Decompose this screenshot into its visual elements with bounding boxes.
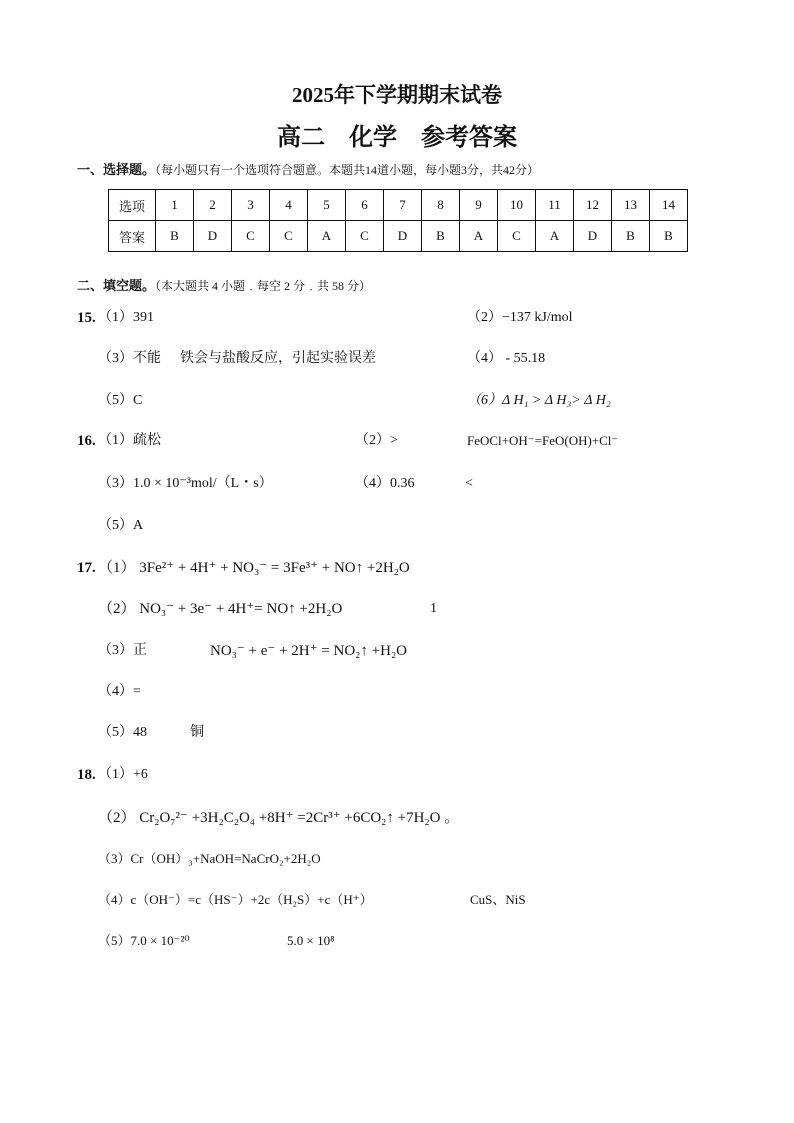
- question-number-cell: 5: [308, 190, 346, 221]
- answer-cell: D: [194, 221, 232, 252]
- answer: CuS、NiS: [470, 892, 526, 907]
- answer-cell: D: [574, 221, 612, 252]
- answer: （3）正: [98, 643, 147, 658]
- exam-title: 2025年下学期期末试卷: [292, 83, 502, 107]
- question-number-cell: 10: [498, 190, 536, 221]
- question-number: 17.: [77, 560, 96, 576]
- question-number-cell: 3: [232, 190, 270, 221]
- row-label: 答案: [109, 221, 156, 252]
- section1-heading: [77, 161, 539, 179]
- answer-cell: A: [536, 221, 574, 252]
- section1-title: 一、选择题。: [77, 162, 156, 177]
- answer: （4）c（OH⁻）=c（HS⁻）+2c（H₂S）+c（H⁺）: [98, 892, 373, 907]
- answer: （4）=: [98, 684, 141, 699]
- answer-cell: B: [612, 221, 650, 252]
- question-number-cell: 6: [346, 190, 384, 221]
- question-number-cell: 14: [650, 190, 688, 221]
- question-number-cell: 4: [270, 190, 308, 221]
- answer: （2） NO₃⁻ + 3e⁻ + 4H⁺= NO↑ +2H₂O: [98, 601, 343, 617]
- answer-cell: B: [156, 221, 194, 252]
- answer: （6）Δ H₁ > Δ H₃> Δ H₂: [467, 393, 611, 408]
- answer: （5）C: [98, 393, 143, 408]
- question-number-cell: 12: [574, 190, 612, 221]
- answer-cell: C: [498, 221, 536, 252]
- section2-title: 二、填空题。: [77, 278, 156, 293]
- answer: （1）391: [98, 310, 154, 325]
- answer: （1）疏松: [98, 433, 161, 448]
- answer-cell: B: [422, 221, 460, 252]
- question-number: 16.: [77, 433, 96, 449]
- answer: （3）Cr（OH）₃+NaOH=NaCrO₂+2H₂O: [98, 851, 321, 866]
- section2-note: （本大题共 4 小题﹒每空 2 分﹒共 58 分）: [155, 279, 372, 293]
- answer: <: [465, 476, 473, 491]
- choice-answer-table: [108, 189, 688, 252]
- answer: 1: [430, 601, 437, 616]
- question-number-cell: 8: [422, 190, 460, 221]
- row-label: 选项: [109, 190, 156, 221]
- answer: （4）0.36: [355, 476, 415, 491]
- question-number-cell: 7: [384, 190, 422, 221]
- answer-cell: C: [232, 221, 270, 252]
- answer-cell: A: [308, 221, 346, 252]
- answer: （4） - 55.18: [467, 351, 546, 366]
- answer-cell: A: [460, 221, 498, 252]
- answer-cell: D: [384, 221, 422, 252]
- answer: FeOCl+OH⁻=FeO(OH)+Cl⁻: [467, 433, 619, 448]
- answer: （5）7.0 × 10⁻²⁰: [98, 933, 190, 948]
- answer: NO₃⁻ + e⁻ + 2H⁺ = NO₂↑ +H₂O: [210, 643, 408, 659]
- answer: （2）>: [355, 433, 398, 448]
- question-number-cell: 9: [460, 190, 498, 221]
- answer: （2）−137 kJ/mol: [467, 310, 573, 325]
- answer: （2） Cr₂O₇²⁻ +3H₂C₂O₄ +8H⁺ =2Cr³⁺ +6CO₂↑ +7H₂O 。: [98, 810, 460, 826]
- table-row-questions: [109, 190, 688, 221]
- question-number: 18.: [77, 767, 96, 783]
- answer: （5）A: [98, 518, 144, 533]
- question-number-cell: 11: [536, 190, 574, 221]
- answer: （1） 3Fe²⁺ + 4H⁺ + NO₃⁻ = 3Fe³⁺ + NO↑ +2H₂O: [98, 560, 410, 576]
- table-row-answers: [109, 221, 688, 252]
- section2-heading: [77, 277, 371, 295]
- exam-subtitle: 高二 化学 参考答案: [277, 125, 517, 151]
- question-number-cell: 2: [194, 190, 232, 221]
- answer: （3）不能: [98, 351, 161, 366]
- answer: （5）48: [98, 725, 147, 740]
- answer: （3）1.0 × 10⁻³mol/（L・s）: [98, 476, 273, 491]
- question-number: 15.: [77, 310, 96, 326]
- question-number-cell: 13: [612, 190, 650, 221]
- answer-cell: C: [270, 221, 308, 252]
- question-number-cell: 1: [156, 190, 194, 221]
- answer: 5.0 × 10⁸: [287, 933, 335, 948]
- answer: 铁会与盐酸反应，引起实验误差: [180, 351, 376, 366]
- answer-cell: C: [346, 221, 384, 252]
- answer-cell: B: [650, 221, 688, 252]
- answer: 铜: [190, 725, 204, 740]
- answer: （1）+6: [98, 767, 148, 782]
- section1-note: （每小题只有一个选项符合题意。本题共14道小题，每小题3分，共42分）: [155, 163, 540, 177]
